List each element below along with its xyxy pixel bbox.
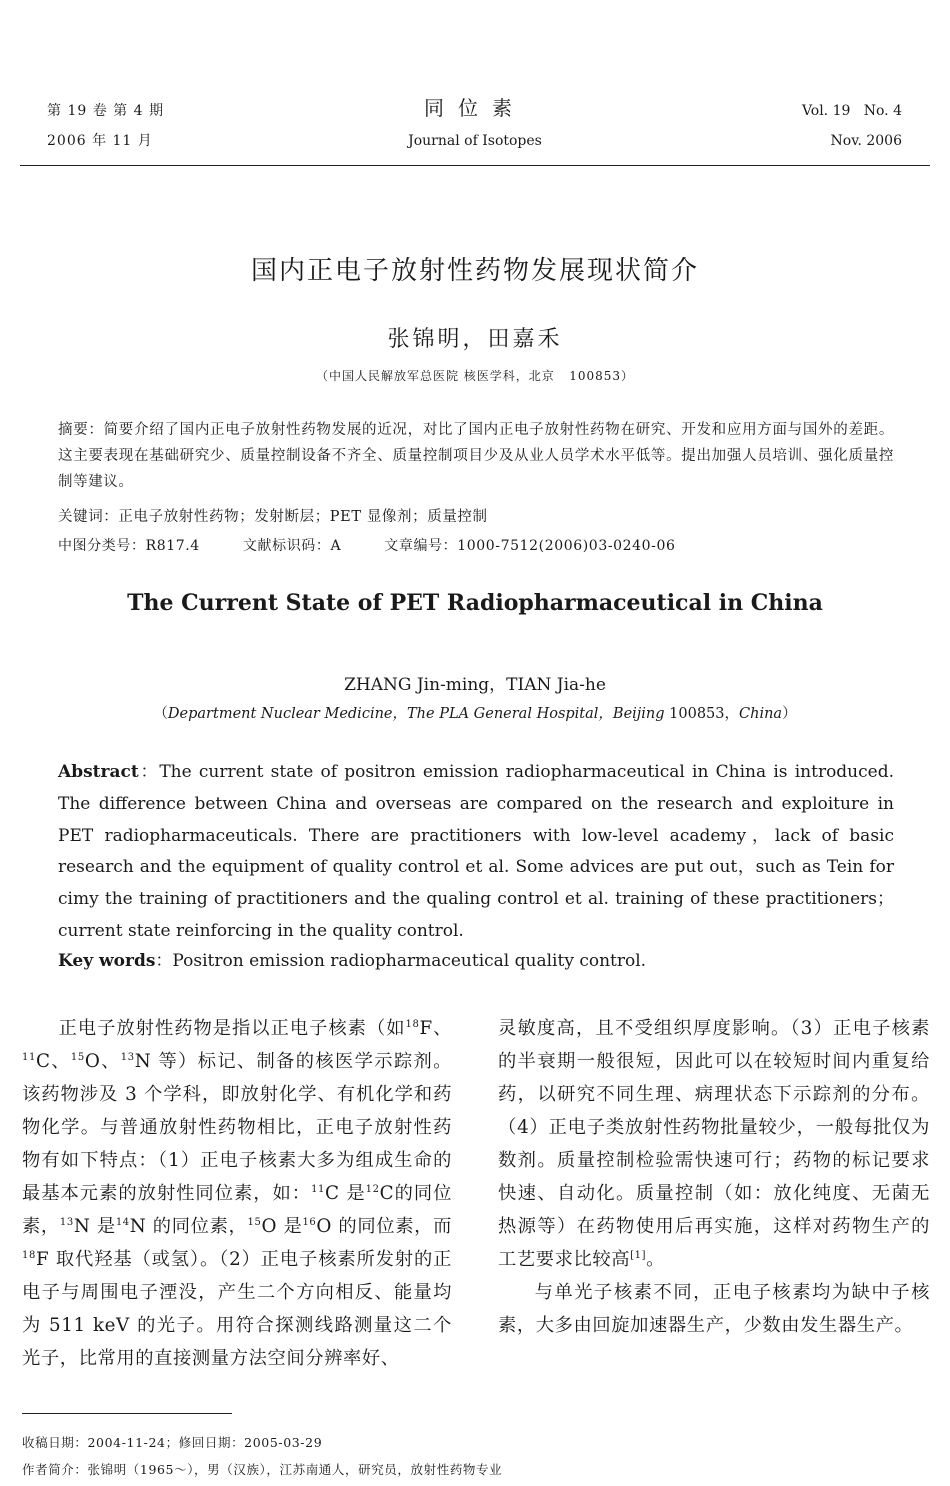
abstract-cn	[58, 417, 894, 495]
keywords-cn-text: 正电子放射性药物；发射断层；PET 显像剂；质量控制	[118, 509, 488, 525]
p1-text-g: C的同位素，	[22, 1183, 453, 1237]
keywords-en-label: Key words	[58, 951, 156, 971]
body-column-right	[498, 1012, 930, 1342]
footnote-author-bio: 作者简介：张锦明（1965～），男（汉族），江苏南通人，研究员，放射性药物专业	[22, 1462, 503, 1477]
volume-issue: 第 19 卷 第 4 期	[47, 103, 164, 119]
p1-text-k: O 的同位素，而	[316, 1216, 452, 1237]
p1-sup-12: 12	[365, 1183, 380, 1195]
body-paragraph-2: 与单光子核素不同，正电子核素均为缺中子核素，大多由回旋加速器生产，少数由发生器生产。	[498, 1282, 930, 1336]
affiliation-cn: （中国人民解放军总医院 核医学科，北京 100853）	[315, 369, 635, 383]
abstract-en-label: Abstract	[58, 762, 139, 782]
body-column-left	[22, 1012, 452, 1375]
journal-issue-en	[802, 96, 902, 156]
abstract-en-colon: ：	[138, 762, 160, 782]
p1-sup-16: 16	[302, 1216, 317, 1228]
p1-text-m: 。	[646, 1249, 666, 1270]
p1-text-l: F 取代羟基（或氢）。（2）正电子核素所发射的正电子与周围电子湮没，产生二个方向相反、能量均为 511 keV 的光子。用符合探测线路测量这二个光子，比常用的直接测量方法空间分辨率好、	[22, 1249, 452, 1369]
p1-sup-15b: 15	[247, 1216, 262, 1228]
abstract-en	[58, 757, 894, 948]
p1-sup-13: 13	[120, 1051, 135, 1063]
affiliation-en-dept: Department Nuclear Medicine，The PLA General Hospital，Beijing	[167, 706, 665, 722]
header-divider	[20, 165, 930, 166]
p1-sup-18: 18	[405, 1018, 420, 1030]
keywords-en	[58, 946, 894, 978]
issue-date-en: Nov. 2006	[830, 133, 902, 149]
keywords-en-colon: ：	[155, 951, 173, 971]
abstract-cn-label: 摘要：	[58, 422, 104, 438]
affiliation-en	[0, 702, 950, 723]
journal-name-cn: 同位素	[424, 96, 526, 120]
p1-text-b: F、	[419, 1018, 452, 1039]
keywords-cn-label: 关键词：	[58, 509, 119, 525]
p1-text-l-continued: 灵敏度高，且不受组织厚度影响。（3）正电子核素的半衰期一般很短，因此可以在较短时间内重复给药，以研究不同生理、病理状态下示踪剂的分布。（4）正电子类放射性药物批量较少，一般每批仅为数剂。质量控制检验需快速可行；药物的标记要求快速、自动化。质量控制（如：放化纯度、无菌无热源等）在药物使用后再实施，这样对药物生产的工艺要求比较高	[498, 1018, 930, 1270]
body-paragraph-1	[22, 1012, 452, 1375]
paper-title-cn: 国内正电子放射性药物发展现状简介	[250, 256, 699, 286]
abstract-cn-text: 简要介绍了国内正电子放射性药物发展的近况，对比了国内正电子放射性药物在研究、开发和应用方面与国外的差距。这主要表现在基础研究少、质量控制设备不齐全、质量控制项目少及从业人员学术水平低等。提出加强人员培训、强化质量控制等建议。	[58, 422, 894, 490]
p1-text-h: N 是	[73, 1216, 116, 1237]
keywords-cn	[58, 505, 488, 526]
p1-text-j: O 是	[261, 1216, 303, 1237]
footnote-received: 收稿日期：2004-11-24；修回日期：2005-03-29	[22, 1435, 323, 1450]
clc-number: 中图分类号：R817.4	[58, 538, 200, 554]
authors-cn: 张锦明，田嘉禾	[387, 327, 563, 352]
citation-ref-1: [1]	[630, 1249, 647, 1261]
classification-row	[58, 535, 714, 555]
p1-sup-18b: 18	[22, 1249, 36, 1261]
p1-sup-15: 15	[70, 1051, 85, 1063]
p1-text-i: N 的同位素，	[129, 1216, 248, 1237]
document-code: 文献标识码：A	[242, 538, 342, 554]
p1-text-a: 正电子放射性药物是指以正电子核素（如	[58, 1018, 406, 1039]
p1-sup-14: 14	[115, 1216, 130, 1228]
affiliation-en-open: （	[153, 706, 168, 722]
p1-sup-13b: 13	[59, 1216, 74, 1228]
p1-text-d: O、	[84, 1051, 121, 1072]
footnote-divider	[22, 1413, 232, 1414]
journal-name-en: Journal of Isotopes	[408, 133, 542, 149]
authors-en: ZHANG Jin-ming，TIAN Jia-he	[344, 675, 606, 695]
p1-sup-11: 11	[22, 1051, 36, 1063]
abstract-en-text: The current state of positron emission radiopharmaceutical in China is introduced. The difference between China and overseas are compared on the research and exploiture in PET radiopharmaceuticals. There are practitioners with low-level academy，lack of basic research and the equipment of quality control et al. Some advices are put out，such as Tein for cimy the training of practitioners and the qualing control et al. training of these practitioners；current state reinforcing in the quality control.	[58, 762, 895, 941]
p1-text-c: C、	[35, 1051, 71, 1072]
paper-title-en: The Current State of PET Radiopharmaceutical in China	[127, 590, 823, 616]
p1-text-e: N 等）标记、制备的核医学示踪剂。该药物涉及 3 个学科，即放射化学、有机化学和药物化学。与普通放射性药物相比，正电子放射性药物有如下特点：（1）正电子核素大多为组成生命的最基本元素的放射性同位素，如：	[22, 1051, 452, 1204]
volume-issue-en: Vol. 19 No. 4	[801, 103, 902, 119]
affiliation-en-country: China	[739, 706, 783, 722]
body-paragraph-1-continued	[498, 1012, 930, 1276]
p1-sup-11b: 11	[311, 1183, 325, 1195]
keywords-en-text: Positron emission radiopharmaceutical quality control.	[172, 951, 647, 971]
affiliation-en-code: 100853，	[664, 706, 740, 722]
issue-date: 2006 年 11 月	[47, 133, 153, 149]
affiliation-en-close: ）	[782, 706, 797, 722]
article-number: 文章编号：1000-7512(2006)03-0240-06	[384, 538, 676, 554]
p1-text-f: C 是	[325, 1183, 366, 1204]
